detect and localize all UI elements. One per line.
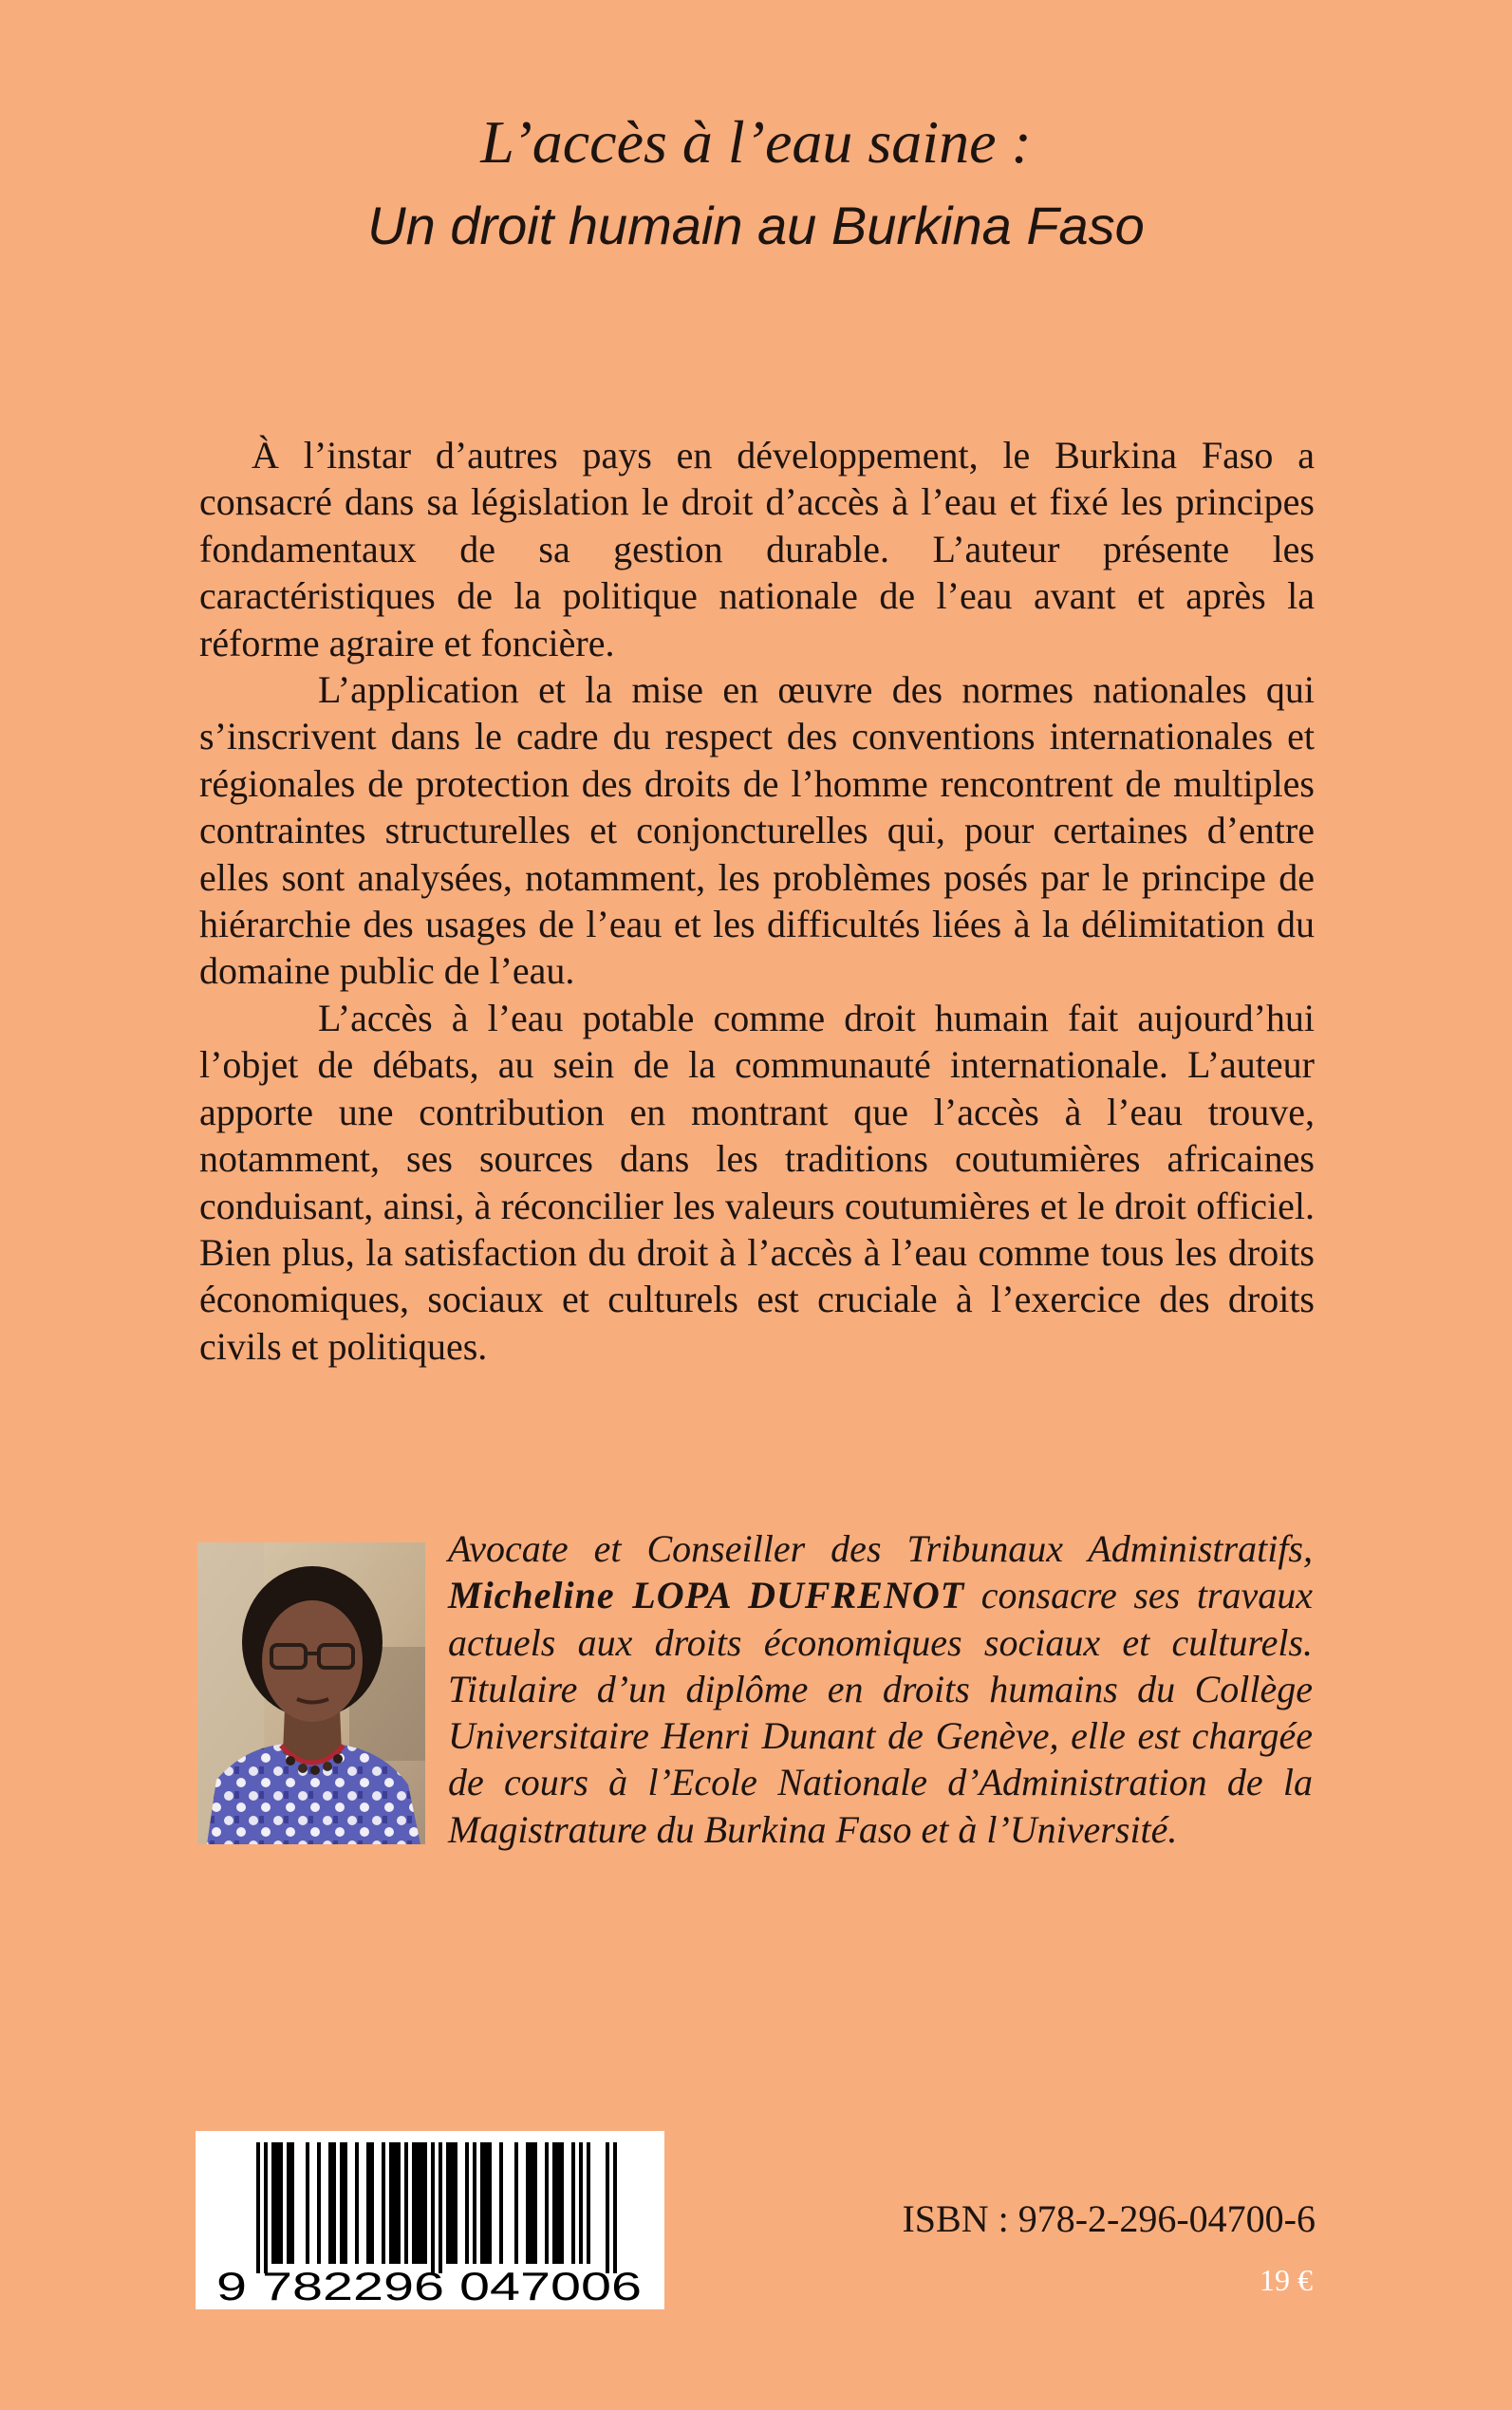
barcode-bar bbox=[499, 2142, 503, 2264]
barcode-bar bbox=[431, 2142, 435, 2273]
barcode-bar bbox=[484, 2142, 488, 2264]
barcode bbox=[196, 2131, 664, 2309]
barcode-bar bbox=[450, 2142, 454, 2264]
barcode-bar bbox=[514, 2142, 518, 2264]
barcode-bar bbox=[290, 2142, 294, 2264]
barcode-bar bbox=[587, 2142, 590, 2264]
barcode-bar bbox=[579, 2142, 583, 2264]
barcode-bar bbox=[279, 2142, 283, 2264]
barcode-image bbox=[196, 2131, 664, 2309]
photo-spacer bbox=[199, 1525, 448, 1900]
barcode-bar bbox=[439, 2142, 442, 2273]
barcode-bar bbox=[412, 2142, 416, 2264]
barcode-bar bbox=[393, 2142, 397, 2264]
book-subtitle: Un droit humain au Burkina Faso bbox=[367, 196, 1145, 255]
barcode-bar bbox=[404, 2142, 408, 2264]
barcode-bar bbox=[606, 2142, 609, 2273]
author-bio-intro: Avocate et Conseiller des Tribunaux Administratifs, bbox=[448, 1527, 1313, 1570]
price: 19 € bbox=[1260, 2263, 1313, 2297]
barcode-bar bbox=[416, 2142, 420, 2264]
barcode-bar bbox=[306, 2142, 309, 2264]
barcode-bar bbox=[446, 2142, 450, 2264]
barcode-bar bbox=[355, 2142, 359, 2264]
book-title: L’accès à l’eau saine : bbox=[480, 108, 1032, 176]
barcode-bar bbox=[332, 2142, 336, 2264]
barcode-bar bbox=[571, 2142, 575, 2264]
barcode-bar bbox=[340, 2142, 344, 2264]
barcode-bar bbox=[556, 2142, 560, 2264]
barcode-bar bbox=[552, 2142, 556, 2264]
barcode-bar bbox=[344, 2142, 347, 2264]
barcode-bar bbox=[275, 2142, 279, 2264]
barcode-bar bbox=[488, 2142, 492, 2264]
barcode-bar bbox=[271, 2142, 275, 2264]
barcode-bar bbox=[560, 2142, 564, 2264]
barcode-bar bbox=[264, 2142, 268, 2273]
barcode-bar bbox=[382, 2142, 385, 2264]
barcode-bar bbox=[317, 2142, 321, 2264]
barcode-bar bbox=[473, 2142, 476, 2264]
barcode-bar bbox=[465, 2142, 469, 2264]
barcode-bar bbox=[287, 2142, 290, 2264]
summary-text bbox=[199, 432, 1315, 1370]
barcode-bar bbox=[328, 2142, 332, 2264]
author-bio bbox=[199, 1525, 1313, 1900]
summary-paragraph: À l’instar d’autres pays en développement, le Burkina Faso a consacré dans sa législation le droit d’accès à l’eau et fixé les principes fondamentaux de sa gestion durable. L’auteur présente les caractéristiques de la politique nationale de l’eau avant et après la réforme agraire et foncière. bbox=[199, 434, 1315, 664]
barcode-bar bbox=[420, 2142, 423, 2264]
barcode-bar bbox=[389, 2142, 393, 2264]
barcode-bar bbox=[397, 2142, 401, 2264]
barcode-bar bbox=[423, 2142, 427, 2264]
barcode-bar bbox=[370, 2142, 374, 2264]
barcode-bar bbox=[533, 2142, 537, 2264]
barcode-bar bbox=[366, 2142, 370, 2264]
barcode-bar bbox=[454, 2142, 457, 2264]
summary-paragraph: L’accès à l’eau potable comme droit humain fait aujourd’hui l’objet de débats, au sein de la communauté internationale. L’auteur apporte une contribution en montrant que l’accès à l’eau trouve, notamment, ses sources dans les traditions coutumières africaines conduisant, ainsi, à réconcilier les valeurs coutumières et le droit officiel. Bien plus, la satisfaction du droit à l’accès à l’eau comme tous les droits économiques, sociaux et culturels est cruciale à l’exercice des droits civils et politiques. bbox=[199, 996, 1315, 1368]
barcode-bar bbox=[613, 2142, 617, 2273]
barcode-bar bbox=[256, 2142, 260, 2273]
barcode-bar bbox=[480, 2142, 484, 2264]
barcode-bar bbox=[526, 2142, 530, 2264]
summary-paragraph: L’application et la mise en œuvre des normes nationales qui s’inscrivent dans le cadre du respect des conventions internationales et régionales de protection des droits de l’homme rencontrent de multiples contraintes structurelles et conjoncturelles qui, pour certaines d’entre elles sont analysées, notamment, les problèmes posés par le principe de hiérarchie des usages de l’eau et les difficultés liées à la délimitation du domaine public de l’eau. bbox=[199, 668, 1315, 993]
isbn-number: ISBN : 978-2-296-04700-6 bbox=[902, 2197, 1316, 2240]
barcode-bar bbox=[530, 2142, 533, 2264]
barcode-digits: 9 782296 047006 bbox=[216, 2264, 642, 2308]
author-bio-rest: consacre ses travaux actuels aux droits économiques sociaux et culturels. Titulaire d’un diplôme en droits humains du Collège Universitaire Henri Dunant de Genève, elle est chargée de cours à l’Ecole Nationale d’Administration de la Magistrature du Burkina Faso et à l’Université. bbox=[448, 1574, 1314, 1851]
barcode-bar bbox=[545, 2142, 549, 2264]
author-name: Micheline LOPA DUFRENOT bbox=[448, 1574, 965, 1617]
